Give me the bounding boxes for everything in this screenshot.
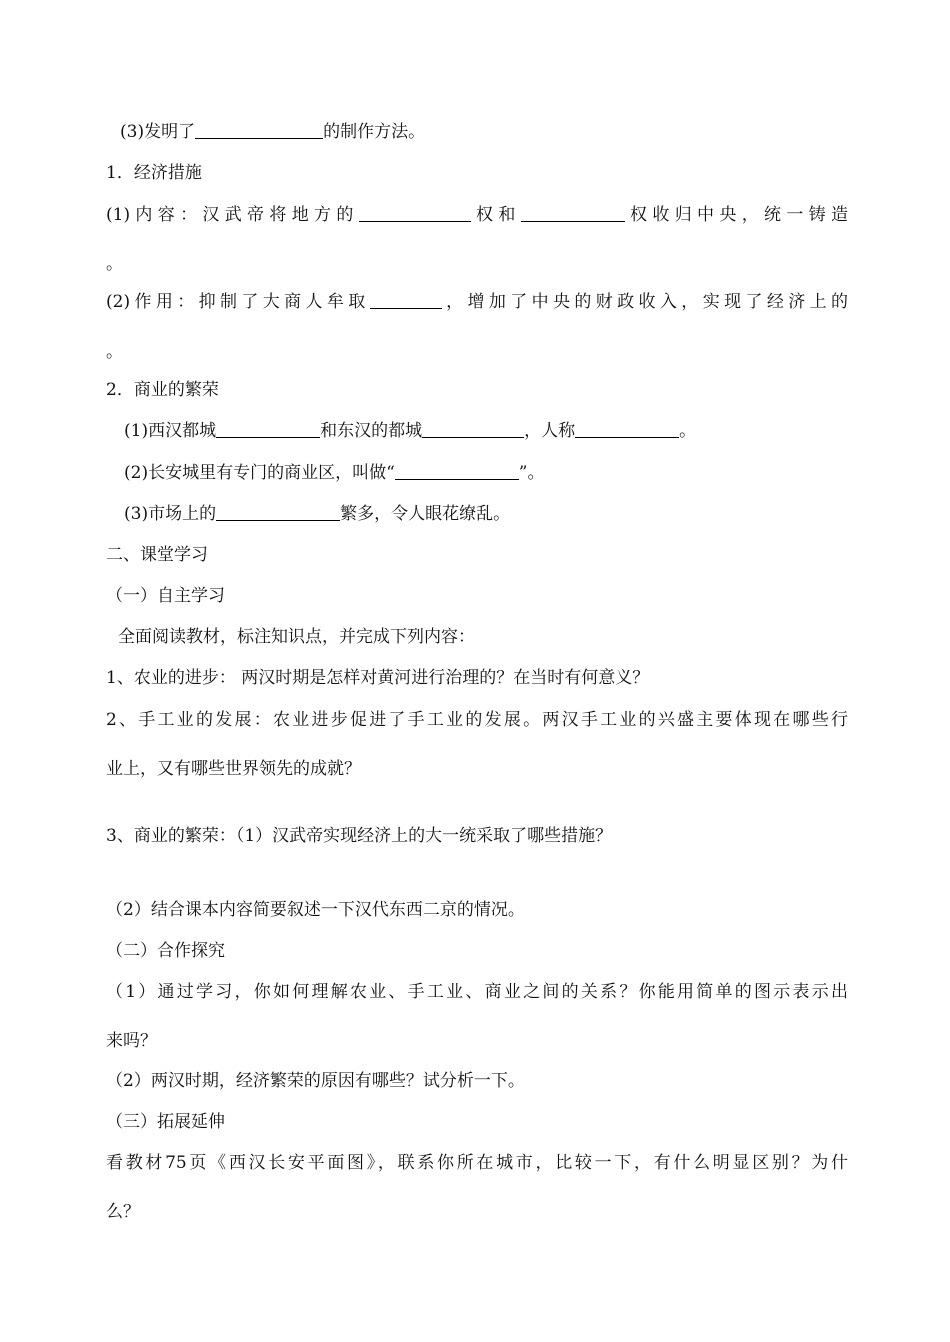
fill-blank[interactable]: [395, 461, 519, 480]
fill-blank[interactable]: [370, 290, 442, 309]
fill-blank[interactable]: [575, 419, 679, 438]
fill-blank[interactable]: [216, 502, 340, 521]
line-period: 。: [106, 342, 123, 362]
line-measure-content: [106, 203, 848, 227]
heading-extension: （三）拓展延伸: [106, 1112, 225, 1132]
text: 权和: [470, 205, 521, 225]
text: ”。: [518, 463, 545, 483]
question-relationship: （1）通过学习，你如何理解农业、手工业、商业之间的关系？你能用简单的图示表示出: [106, 982, 848, 1002]
text: 权收归中央，统一铸造: [624, 205, 849, 225]
text: 繁多，令人眼花缭乱。: [340, 504, 511, 524]
question-handicraft: 2、手工业的发展：农业进步促进了手工业的发展。两汉手工业的兴盛主要体现在哪些行: [106, 710, 848, 730]
text: (2)长安城里有专门的商业区，叫做“: [124, 463, 395, 483]
fill-blank[interactable]: [195, 120, 323, 139]
line-market-district: [124, 461, 544, 485]
line-invention: [120, 120, 425, 144]
question-map-cont: 么？: [106, 1202, 140, 1222]
heading-economic-measures: 1．经济措施: [106, 163, 202, 183]
question-relationship-cont: 来吗？: [106, 1031, 157, 1051]
text: ，增加了中央的财政收入，实现了经济上的: [441, 292, 848, 312]
question-handicraft-cont: 业上，又有哪些世界领先的成就？: [106, 759, 361, 779]
instruction-text: 全面阅读教材，标注知识点，并完成下列内容：: [118, 627, 475, 647]
question-commerce: 3、商业的繁荣：（1）汉武帝实现经济上的大一统采取了哪些措施？: [106, 826, 613, 846]
fill-blank[interactable]: [359, 203, 471, 222]
heading-self-study: （一）自主学习: [106, 586, 225, 606]
question-prosperity: （2）两汉时期，经济繁荣的原因有哪些？试分析一下。: [106, 1071, 525, 1091]
text: 的制作方法。: [323, 122, 426, 142]
question-map: 看教材75页《西汉长安平面图》，联系你所在城市，比较一下，有什么明显区别？为什: [106, 1153, 848, 1173]
text: 。: [679, 421, 697, 441]
text: (3)发明了: [120, 122, 196, 142]
question-two-capitals: （2）结合课本内容简要叙述一下汉代东西二京的情况。: [106, 900, 525, 920]
fill-blank[interactable]: [216, 419, 320, 438]
text: (1)西汉都城: [124, 421, 217, 441]
text: 和东汉的都城: [320, 421, 423, 441]
text: (1)内容：汉武帝将地方的: [106, 205, 359, 225]
heading-class-learning: 二、课堂学习: [106, 545, 208, 565]
heading-cooperative: （二）合作探究: [106, 941, 225, 961]
text: ，人称: [524, 421, 576, 441]
line-period: 。: [106, 254, 123, 274]
line-measure-effect: [106, 290, 848, 314]
question-agriculture: 1、农业的进步： 两汉时期是怎样对黄河进行治理的？在当时有何意义？: [106, 668, 650, 688]
fill-blank[interactable]: [521, 203, 625, 222]
text: (2)作用：抑制了大商人牟取: [106, 292, 370, 312]
fill-blank[interactable]: [422, 419, 524, 438]
line-capitals: [124, 419, 696, 443]
line-market-goods: [124, 502, 510, 526]
heading-commerce: 2．商业的繁荣: [106, 380, 219, 400]
text: (3)市场上的: [124, 504, 217, 524]
